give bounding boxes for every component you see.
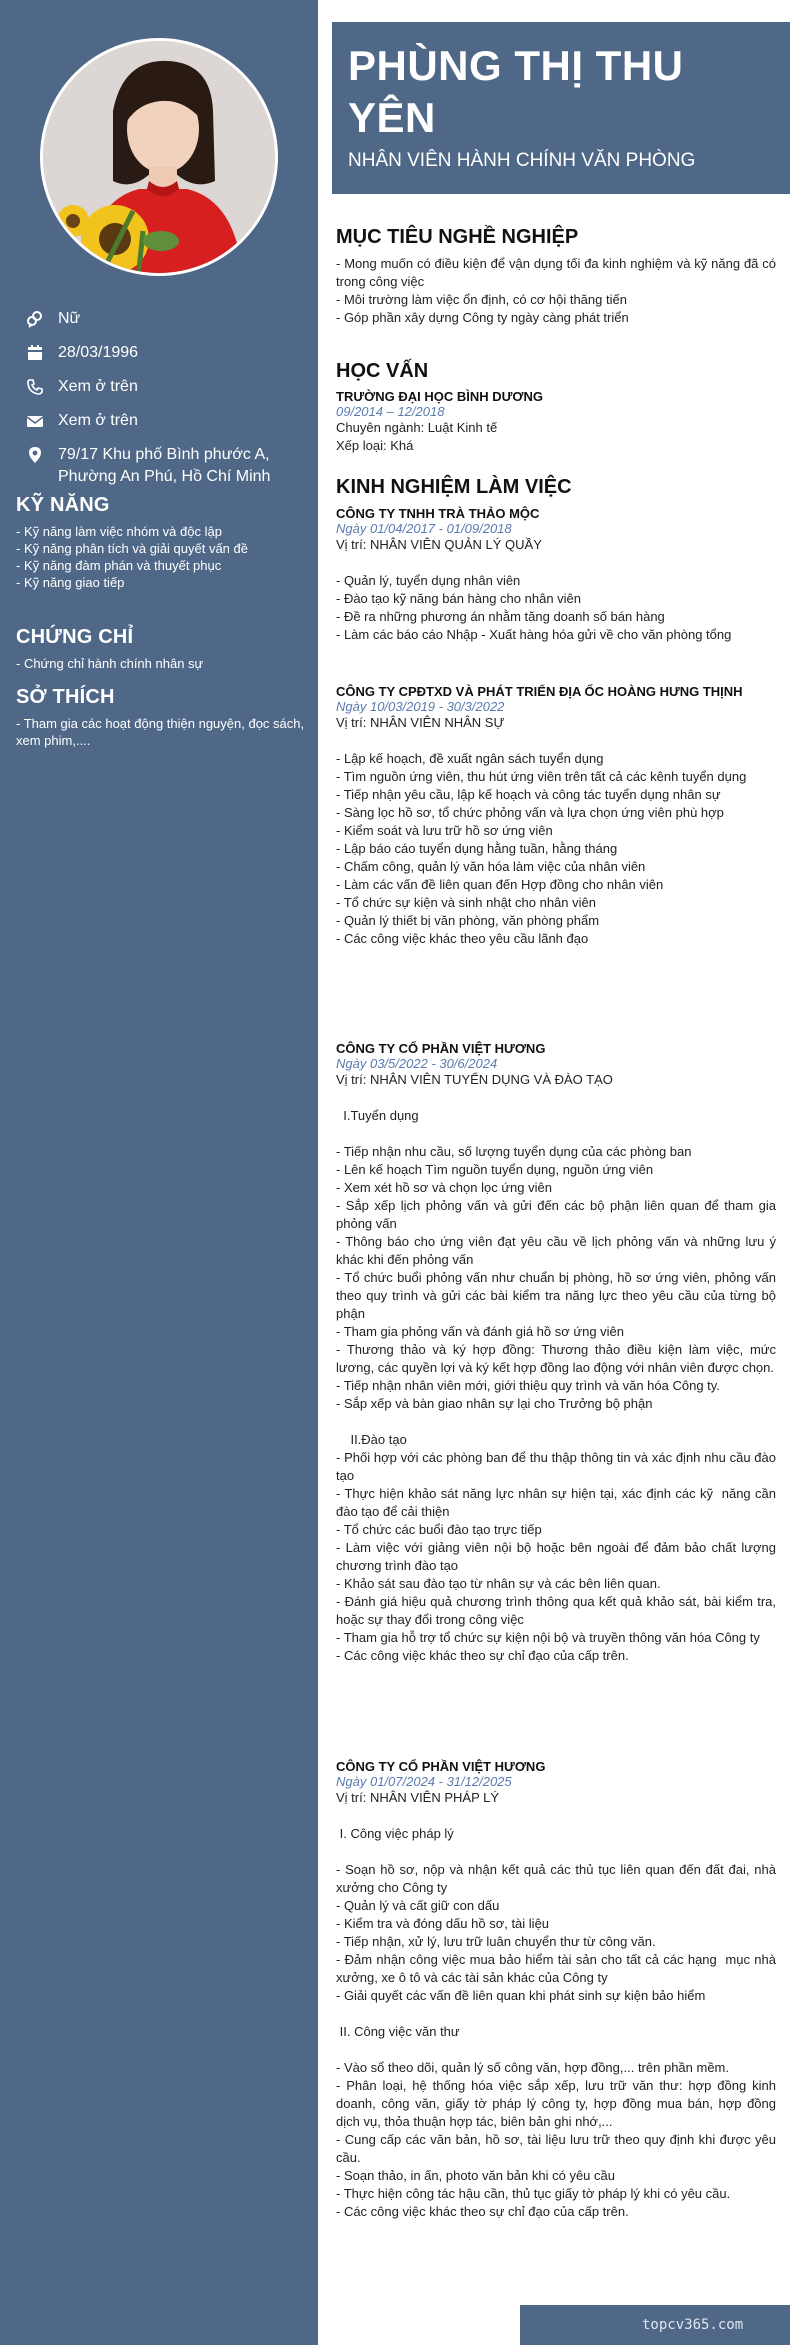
skills-text: - Kỹ năng làm việc nhóm và độc lập - Kỹ năng phân tích và giải quyết vấn đề - Kỹ năng đàm phán và thuyết phục - Kỹ năng giao tiếp xyxy=(16,524,248,590)
job-entry-2 xyxy=(336,684,776,948)
certificates-section xyxy=(16,626,306,672)
objective-section xyxy=(336,226,776,327)
job-text: Vị trí: NHÂN VIÊN QUẢN LÝ QUẦY - Quản lý, tuyển dụng nhân viên - Đào tạo kỹ năng bán hàng cho nhân viên - Đề ra những phương án nhằm tăng doanh số bán hàng - Làm các báo cáo Nhập - Xuất hàng hóa gửi về cho văn phòng tổng xyxy=(336,537,732,642)
certificates-text: - Chứng chỉ hành chính nhân sự xyxy=(16,656,204,671)
education-title: HỌC VẤN xyxy=(336,360,429,382)
job-text: Vị trí: NHÂN VIÊN PHÁP LÝ I. Công việc pháp lý - Soạn hồ sơ, nộp và nhận kết quả các thủ tục liên quan đến đất đai, nhà xưởng cho Công ty - Quản lý và cất giữ con dấu - Kiểm tra và đóng dấu hồ sơ, tài liệu - Tiếp nhận, xử lý, lưu trữ luân chuyển thư từ công văn. - Đảm nhận công việc mua bảo hiểm tài sản cho tất cả các hạng mục nhà xưởng, xe ô tô và các tài sản khác của Công ty - Giải quyết các vấn đề liên quan khi phát sinh sự kiện bảo hiểm II. Công việc văn thư - Vào sổ theo dõi, quản lý số công văn, hợp đồng,... trên phần mềm. - Phân loại, hệ thống hóa việc sắp xếp, lưu trữ văn thư: hợp đồng kinh doanh, công văn, giấy tờ pháp lý công ty, hợp đồng mua bán, hợp đồng dịch vụ, thỏa thuận hợp tác, biên bản ghi nhớ,... - Cung cấp các văn bản, hồ sơ, tài liệu lưu trữ theo quy định khi được yêu cầu. - Soạn thảo, in ấn, photo văn bản khi có yêu cầu - Thực hiện công tác hậu cần, thủ tục giấy tờ pháp lý khi có yêu cầu. - Các công việc khác theo sự chỉ đạo của cấp trên. xyxy=(336,1790,776,2219)
experience-section xyxy=(336,476,776,505)
watermark-text: topcv365.com xyxy=(642,2317,744,2333)
contact-address xyxy=(24,444,304,488)
company-name: CÔNG TY TNHH TRÀ THẢO MỘC xyxy=(336,506,540,521)
job-date: Ngày 10/03/2019 - 30/3/2022 xyxy=(336,699,505,714)
job-position: NHÂN VIÊN HÀNH CHÍNH VĂN PHÒNG xyxy=(348,150,696,171)
job-text: Vị trí: NHÂN VIÊN NHÂN SỰ - Lập kế hoạch, đề xuất ngân sách tuyển dụng - Tìm nguồn ứng viên, thu hút ứng viên trên tất cả các kênh tuyển dụng - Tiếp nhận yêu cầu, lập kế hoạch và công tác tuyển dụng nhân sự - Sàng lọc hồ sơ, tổ chức phỏng vấn và lựa chọn ứng viên phù hợp - Kiểm soát và lưu trữ hồ sơ ứng viên - Lập báo cáo tuyển dụng hằng tuần, hằng tháng - Chấm công, quản lý văn hóa làm việc của nhân viên - Làm các vấn đề liên quan đến Hợp đồng cho nhân viên - Tổ chức sự kiện và sinh nhật cho nhân viên - Quản lý thiết bị văn phòng, văn phòng phẩm - Các công việc khác theo yêu cầu lãnh đạo xyxy=(336,715,747,946)
contact-gender xyxy=(24,308,304,330)
calendar-icon xyxy=(24,342,46,364)
objective-text: - Mong muốn có điều kiện để vận dụng tối đa kinh nghiệm và kỹ năng đã có trong công việc - Môi trường làm việc ổn định, có cơ hội thăng tiến - Góp phần xây dựng Công ty ngày càng phát triển xyxy=(336,256,776,325)
company-name: CÔNG TY CỔ PHẦN VIỆT HƯƠNG xyxy=(336,1759,546,1774)
job-date: Ngày 01/04/2017 - 01/09/2018 xyxy=(336,521,512,536)
hobbies-text: - Tham gia các hoạt động thiện nguyện, đọc sách, xem phim,.... xyxy=(16,716,305,748)
footer-bar xyxy=(520,2305,790,2345)
job-entry-1 xyxy=(336,506,776,644)
certificates-title: CHỨNG CHỈ xyxy=(16,626,134,648)
location-pin-icon xyxy=(24,444,46,466)
header-box xyxy=(332,22,790,194)
portrait-image xyxy=(43,41,278,276)
skills-section xyxy=(16,494,306,591)
phone-icon xyxy=(24,376,46,398)
full-name: PHÙNG THỊ THU YÊN xyxy=(348,42,684,141)
school-name: TRƯỜNG ĐẠI HỌC BÌNH DƯƠNG xyxy=(336,389,543,404)
job-date: Ngày 01/07/2024 - 31/12/2025 xyxy=(336,1774,512,1789)
education-date: 09/2014 – 12/2018 xyxy=(336,404,445,419)
hobbies-title: SỞ THÍCH xyxy=(16,686,115,708)
education-section xyxy=(336,360,776,455)
contact-email xyxy=(24,410,304,432)
objective-title: MỤC TIÊU NGHỀ NGHIỆP xyxy=(336,226,579,248)
company-name: CÔNG TY CỔ PHẦN VIỆT HƯƠNG xyxy=(336,1041,546,1056)
job-date: Ngày 03/5/2022 - 30/6/2024 xyxy=(336,1056,498,1071)
sidebar xyxy=(0,0,318,2345)
skills-title: KỸ NĂNG xyxy=(16,494,110,516)
hobbies-section xyxy=(16,686,306,749)
job-text: Vị trí: NHÂN VIÊN TUYỂN DỤNG VÀ ĐÀO TẠO I.Tuyển dụng - Tiếp nhận nhu cầu, số lượng tuyển dụng của các phòng ban - Lên kế hoạch Tìm nguồn tuyển dụng, nguồn ứng viên - Xem xét hồ sơ và chọn lọc ứng viên - Sắp xếp lịch phỏng vấn và gửi đến các bộ phận liên quan để tham gia phỏng vấn - Thông báo cho ứng viên đạt yêu cầu về lịch phỏng vấn và những lưu ý khác khi đến phỏng vấn - Tổ chức buổi phỏng vấn như chuẩn bị phòng, hồ sơ ứng viên, phỏng vấn theo quy trình và gửi các bài kiểm tra năng lực theo yêu cầu của từng bộ phận - Tham gia phỏng vấn và đánh giá hồ sơ ứng viên - Thương thảo và ký hợp đồng: Thương thảo điều kiện làm việc, mức lương, các quyền lợi và ký kết hợp đồng lao động với nhân viên được chọn. - Tiếp nhận nhân viên mới, giới thiệu quy trình và văn hóa Công ty. - Sắp xếp và bàn giao nhân sự lại cho Trưởng bộ phận II.Đào tạo - Phối hợp với các phòng ban để thu thập thông tin và xác định nhu cầu đào tạo - Thực hiện khảo sát năng lực nhân sự hiện tại, xác định các kỹ năng cần đào tạo để cải thiện - Tổ chức các buổi đào tạo trực tiếp - Làm việc với giảng viên nội bộ hoặc bên ngoài để đảm bảo chất lượng chương trình đào tạo - Khảo sát sau đào tạo từ nhân sự và các bên liên quan. - Đánh giá hiệu quả chương trình thông qua kết quả khảo sát, bài kiểm tra, hoặc sự thay đổi trong công việc - Tham gia hỗ trợ tổ chức sự kiện nội bộ và truyền thông văn hóa Công ty - Các công việc khác theo sự chỉ đạo của cấp trên. xyxy=(336,1072,776,1663)
avatar xyxy=(40,38,278,276)
dob-text: 28/03/1996 xyxy=(58,344,139,361)
experience-title: KINH NGHIỆM LÀM VIỆC xyxy=(336,476,572,498)
gender-text: Nữ xyxy=(58,310,81,327)
job-entry-3 xyxy=(336,1041,776,1665)
contact-info xyxy=(24,308,304,500)
education-text: Chuyên ngành: Luật Kinh tế Xếp loại: Khá xyxy=(336,420,498,453)
email-text[interactable]: Xem ở trên xyxy=(58,412,138,429)
job-entry-4 xyxy=(336,1759,776,2221)
contact-phone xyxy=(24,376,304,398)
gender-icon xyxy=(24,308,46,330)
contact-dob xyxy=(24,342,304,364)
address-text: 79/17 Khu phố Bình phước A, Phường An Phú, Hồ Chí Minh xyxy=(58,446,271,485)
phone-text[interactable]: Xem ở trên xyxy=(58,378,138,395)
main-content xyxy=(318,0,790,2345)
email-icon xyxy=(24,410,46,432)
company-name: CÔNG TY CPĐTXD VÀ PHÁT TRIỂN ĐỊA ỐC HOÀNG HƯNG THỊNH xyxy=(336,684,743,699)
